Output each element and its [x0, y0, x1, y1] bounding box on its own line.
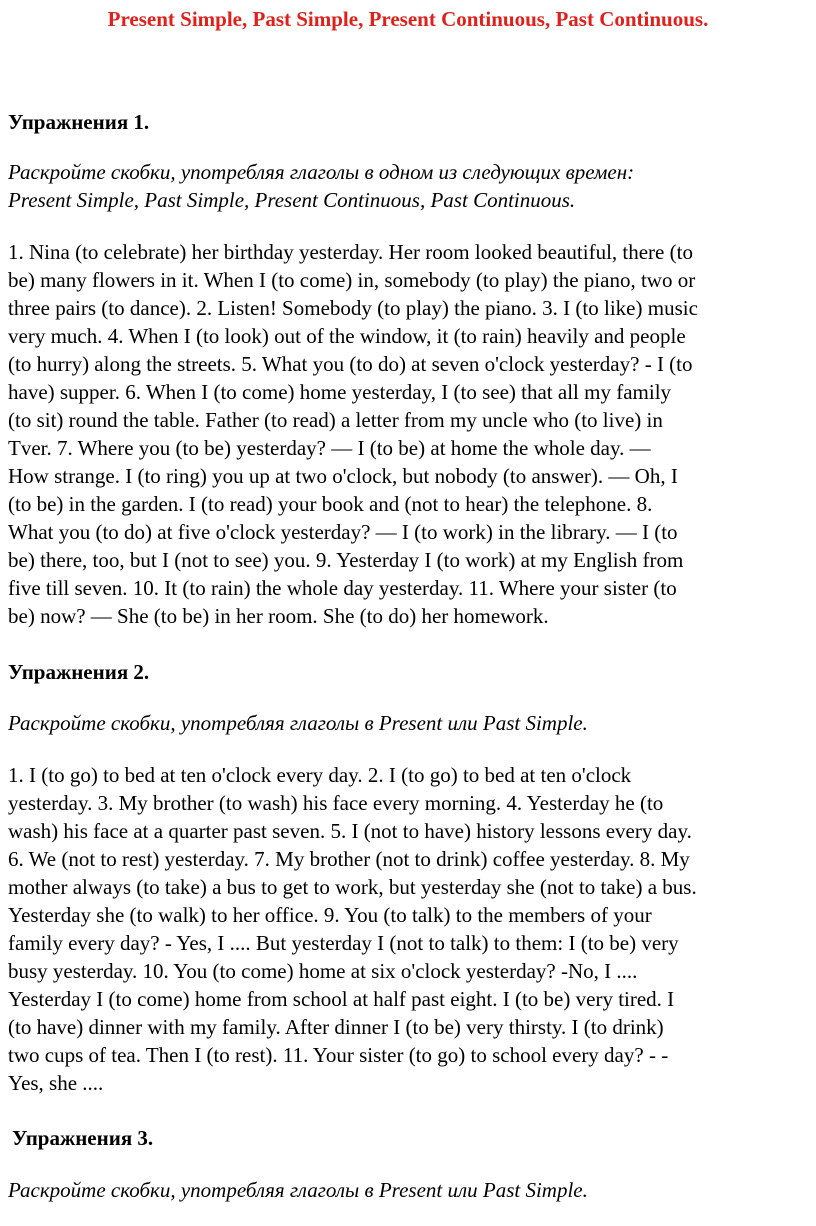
document-title: Present Simple, Past Simple, Present Continuous, Past Continuous. [107, 7, 709, 31]
exercise-1-text-line: How strange. I (to ring) you up at two o'clock, but nobody (to answer). — Oh, I [8, 464, 678, 488]
exercise-2-text-line: two cups of tea. Then I (to rest). 11. Your sister (to go) to school every day? - - [8, 1043, 669, 1067]
exercise-1-text-line: be) there, too, but I (not to see) you. 9. Yesterday I (to work) at my English from [8, 548, 684, 572]
exercise-1-instruction [8, 158, 808, 214]
exercise-2-text-line: Yesterday she (to walk) to her office. 9. You (to talk) to the members of your [8, 903, 652, 927]
exercise-2-text-line: 6. We (not to rest) yesterday. 7. My brother (not to drink) coffee yesterday. 8. My [8, 847, 690, 871]
exercise-2-text [8, 761, 808, 1097]
exercise-1-text-line: 1. Nina (to celebrate) her birthday yesterday. Her room looked beautiful, there (to [8, 240, 693, 264]
exercise-2-text-line: yesterday. 3. My brother (to wash) his face every morning. 4. Yesterday he (to [8, 791, 664, 815]
exercise-2-instruction-line: Раскройте скобки, употребляя глаголы в Present или Past Simple. [8, 711, 588, 735]
exercise-1-heading: Упражнения 1. [8, 110, 150, 134]
exercise-1-text-line: be) many flowers in it. When I (to come) in, somebody (to play) the piano, two or [8, 268, 696, 292]
exercise-2-text-line: busy yesterday. 10. You (to come) home at six o'clock yesterday? -No, I .... [8, 959, 638, 983]
exercise-1-text-line: be) now? — She (to be) in her room. She (to do) her homework. [8, 604, 549, 628]
exercise-3-instruction-line: Раскройте скобки, употребляя глаголы в Present или Past Simple. [8, 1178, 588, 1202]
exercise-2-text-line: wash) his face at a quarter past seven. 5. I (not to have) history lessons every day. [8, 819, 692, 843]
exercise-2-text-line: family every day? - Yes, I .... But yesterday I (not to talk) to them: I (to be) very [8, 931, 679, 955]
exercise-2-text-line: Yesterday I (to come) home from school at half past eight. I (to be) very tired. I [8, 987, 675, 1011]
exercise-3-heading: Упражнения 3. [12, 1126, 154, 1150]
exercise-2-text-line: mother always (to take) a bus to get to work, but yesterday she (not to take) a bus. [8, 875, 697, 899]
exercise-2-heading: Упражнения 2. [8, 660, 150, 684]
exercise-1-text-line: have) supper. 6. When I (to come) home yesterday, I (to see) that all my family [8, 380, 672, 404]
exercise-2-text-line: (to have) dinner with my family. After dinner I (to be) very thirsty. I (to drink) [8, 1015, 664, 1039]
exercise-2-text-line: Yes, she .... [8, 1071, 104, 1095]
exercise-1-text [8, 238, 808, 630]
exercise-1-text-line: What you (to do) at five o'clock yesterday? — I (to work) in the library. — I (to [8, 520, 678, 544]
exercise-1-text-line: three pairs (to dance). 2. Listen! Somebody (to play) the piano. 3. I (to like) music [8, 296, 698, 320]
exercise-1-text-line: five till seven. 10. It (to rain) the whole day yesterday. 11. Where your sister (to [8, 576, 677, 600]
exercise-1-text-line: (to sit) round the table. Father (to read) a letter from my uncle who (to live) in [8, 408, 663, 432]
exercise-1-instruction-line: Раскройте скобки, употребляя глаголы в одном из следующих времен: [8, 160, 635, 184]
exercise-1-text-line: (to hurry) along the streets. 5. What you (to do) at seven o'clock yesterday? - I (to [8, 352, 693, 376]
exercise-2-text-line: 1. I (to go) to bed at ten o'clock every day. 2. I (to go) to bed at ten o'clock [8, 763, 632, 787]
exercise-2-instruction [8, 709, 808, 737]
exercise-1-instruction-line: Present Simple, Past Simple, Present Continuous, Past Continuous. [8, 188, 576, 212]
exercise-3-instruction [8, 1176, 808, 1204]
exercise-1-text-line: Tver. 7. Where you (to be) yesterday? — I (to be) at home the whole day. — [8, 436, 651, 460]
exercise-1-text-line: (to be) in the garden. I (to read) your book and (not to hear) the telephone. 8. [8, 492, 653, 516]
exercise-1-text-line: very much. 4. When I (to look) out of the window, it (to rain) heavily and people [8, 324, 686, 348]
